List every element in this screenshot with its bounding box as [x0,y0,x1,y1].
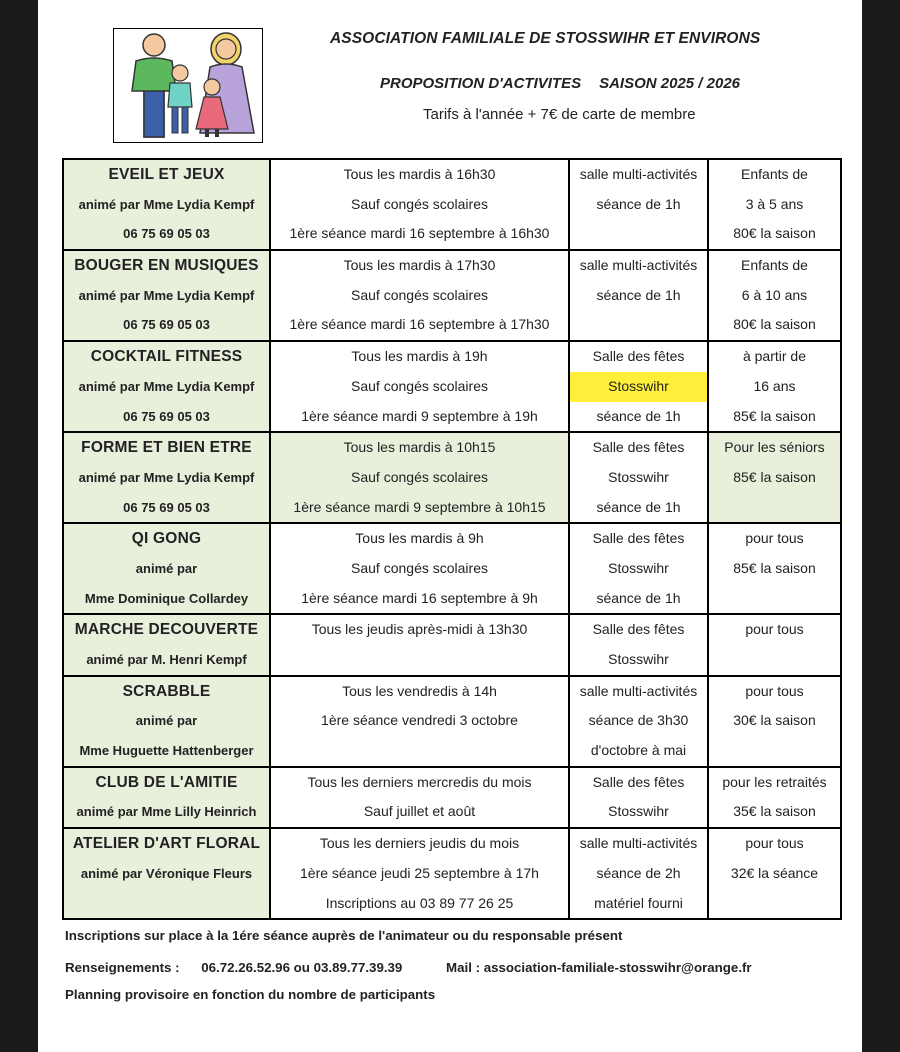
schedule-line [271,736,568,766]
place-line: Salle des fêtes [592,439,685,456]
activity-phone: 06 75 69 05 03 [123,408,210,424]
place-cell [569,767,708,828]
activities-table [62,158,842,920]
table-row [63,432,841,523]
table-row [63,341,841,432]
place-line [570,219,707,249]
place-line [570,310,707,340]
activity-animator: animé par Mme Lydia Kempf [78,196,255,212]
footer-inscriptions: Inscriptions sur place à la 1ére séance auprès de l'animateur ou du responsable présent [65,928,623,943]
place-line: Salle des fêtes [592,773,685,790]
place-line: Stosswihr [608,468,669,485]
place-line: Salle des fêtes [592,621,685,638]
schedule-line: Tous les derniers mercredis du mois [307,773,532,790]
public-cell [708,523,841,614]
table-row [63,614,841,675]
place-cell [569,828,708,919]
activity-name: EVEIL ET JEUX [108,166,225,183]
activity-name: BOUGER EN MUSIQUES [74,257,259,275]
schedule-cell [270,614,569,675]
place-line: séance de 1h [596,286,681,303]
schedule-cell [270,523,569,614]
place-cell [569,676,708,767]
activity-name: FORME ET BIEN ETRE [81,439,252,457]
table-row [63,767,841,828]
public-line: pour tous [745,682,804,699]
season-heading [380,75,800,92]
place-line: salle multi-activités [579,166,698,182]
activity-phone: 06 75 69 05 03 [123,226,210,242]
tarifs-note: Tarifs à l'année + 7€ de carte de membre [423,106,696,123]
schedule-line: Sauf congés scolaires [351,377,488,394]
place-line: Stosswihr [608,559,669,576]
place-line: séance de 2h [596,864,681,881]
schedule-line: 1ère séance mardi 9 septembre à 10h15 [293,498,546,515]
public-line [709,645,840,675]
schedule-cell [270,250,569,341]
schedule-line: Sauf congés scolaires [351,559,488,576]
place-cell [569,250,708,341]
activity-animator-name: Mme Dominique Collardey [84,590,249,606]
activity-cell [63,341,270,432]
activity-animator: animé par Véronique Fleurs [80,865,253,881]
place-line: séance de 1h [596,589,681,606]
schedule-cell [270,828,569,919]
place-cell [569,432,708,523]
public-line: 80€ la saison [733,225,816,242]
public-line: pour tous [745,835,804,852]
activity-cell [63,250,270,341]
activity-name: SCRABBLE [122,682,211,700]
highlighted-place-line: Stosswihr [570,372,707,402]
season-label: SAISON 2025 / 2026 [599,75,741,92]
place-line: salle multi-activités [579,257,698,274]
place-line: séance de 3h30 [588,712,689,729]
public-cell [708,676,841,767]
schedule-line: 1ère séance mardi 9 septembre à 19h [301,407,538,424]
public-cell [708,614,841,675]
place-line: Salle des fêtes [592,530,685,547]
place-line: séance de 1h [596,407,681,424]
activity-animator: animé par [135,560,198,576]
schedule-line: 1ère séance mardi 16 septembre à 9h [301,589,538,606]
place-line: salle multi-activités [579,835,698,852]
activity-cell [63,767,270,828]
renseignements-label: Renseignements : [65,960,180,975]
activity-name: QI GONG [131,530,202,548]
table-row [63,523,841,614]
place-line: Stosswihr [608,651,669,667]
public-line: à partir de [742,348,807,365]
activity-animator: animé par Mme Lydia Kempf [78,469,255,485]
public-line: 80€ la saison [733,316,816,333]
family-icon [113,28,263,143]
place-line: matériel fourni [594,894,683,911]
place-line: séance de 1h [596,195,681,212]
public-line [709,493,840,523]
place-line: Salle des fêtes [592,348,685,365]
mail-label: Mail : [446,960,481,975]
schedule-line: Tous les mardis à 19h [351,348,488,365]
public-line: pour les retraités [722,773,827,790]
activity-animator-name: Mme Huguette Hattenberger [79,743,254,759]
public-line: 35€ la saison [733,803,816,820]
activity-phone: 06 75 69 05 03 [123,317,210,333]
footer-planning: Planning provisoire en fonction du nombre de participants [65,987,436,1002]
activity-cell [63,676,270,767]
public-line: Pour les séniors [724,439,825,456]
table-row [63,676,841,767]
public-line: 16 ans [753,377,796,394]
table-row [63,159,841,250]
schedule-line: Sauf congés scolaires [351,468,488,485]
schedule-line: Tous les mardis à 17h30 [343,257,496,274]
schedule-cell [270,159,569,250]
contact-email: association-familiale-stosswihr@orange.fr [483,960,752,975]
schedule-line: 1ère séance mardi 16 septembre à 16h30 [289,225,550,242]
activity-animator: animé par M. Henri Kempf [86,652,247,667]
schedule-line: Inscriptions au 03 89 77 26 25 [325,894,514,911]
schedule-cell [270,432,569,523]
activity-phone: 06 75 69 05 03 [123,499,210,515]
place-line: séance de 1h [596,498,681,515]
place-line: d'octobre à mai [590,742,687,759]
public-line: Enfants de [741,257,808,274]
schedule-line: 1ère séance jeudi 25 septembre à 17h [300,864,539,881]
public-line: pour tous [745,621,804,638]
public-line: 85€ la saison [733,559,816,576]
schedule-cell [270,676,569,767]
schedule-line: Tous les mardis à 16h30 [343,166,496,182]
flyer-page [38,0,862,1052]
place-line: Stosswihr [608,803,669,820]
activity-cell [63,159,270,250]
public-line: 3 à 5 ans [745,195,804,212]
activity-cell [63,828,270,919]
public-line: Enfants de [741,166,808,182]
schedule-line: 1ère séance mardi 16 septembre à 17h30 [289,316,550,333]
activity-cell [63,432,270,523]
public-line: 6 à 10 ans [741,286,808,303]
activity-name: COCKTAIL FITNESS [90,348,243,366]
schedule-line: Tous les mardis à 9h [355,530,484,547]
schedule-line [271,645,568,675]
activity-animator: animé par [135,713,198,729]
schedule-line: Sauf congés scolaires [351,195,488,212]
activity-cell [63,523,270,614]
contact-phones: 06.72.26.52.96 ou 03.89.77.39.39 [201,960,403,975]
public-cell [708,159,841,250]
activity-animator: animé par Mme Lilly Heinrich [76,804,257,820]
public-line: 85€ la saison [733,468,816,485]
schedule-cell [270,341,569,432]
public-line: 32€ la séance [730,864,819,881]
public-cell [708,341,841,432]
public-cell [708,828,841,919]
public-line: 30€ la saison [733,712,816,729]
activity-animator: animé par Mme Lydia Kempf [78,287,255,303]
schedule-line: Sauf juillet et août [363,803,476,820]
public-cell [708,432,841,523]
activity-animator: animé par Mme Lydia Kempf [78,378,255,394]
schedule-line: 1ère séance vendredi 3 octobre [321,712,518,729]
schedule-cell [270,767,569,828]
proposition-label: PROPOSITION D'ACTIVITES [380,75,582,92]
schedule-line: Tous les mardis à 10h15 [343,439,496,456]
place-line: salle multi-activités [579,682,698,699]
footer-contact [65,960,845,975]
activity-name: CLUB DE L'AMITIE [95,773,238,791]
table-row [63,250,841,341]
schedule-line: Sauf congés scolaires [351,286,488,303]
table-row [63,828,841,919]
activity-cell [63,614,270,675]
public-line [709,584,840,614]
place-cell [569,341,708,432]
association-title: ASSOCIATION FAMILIALE DE STOSSWIHR ET ENVIRONS [330,30,761,47]
place-cell [569,159,708,250]
schedule-line: Tous les jeudis après-midi à 13h30 [311,621,528,638]
schedule-line: Tous les derniers jeudis du mois [319,835,520,852]
schedule-line: Tous les vendredis à 14h [342,682,497,699]
public-cell [708,767,841,828]
place-cell [569,523,708,614]
activity-name: MARCHE DECOUVERTE [74,621,259,639]
public-line [709,736,840,766]
public-line [709,889,840,919]
place-cell [569,614,708,675]
public-cell [708,250,841,341]
activity-name: ATELIER D'ART FLORAL [72,835,261,853]
public-line: 85€ la saison [733,407,816,424]
public-line: pour tous [745,530,804,547]
